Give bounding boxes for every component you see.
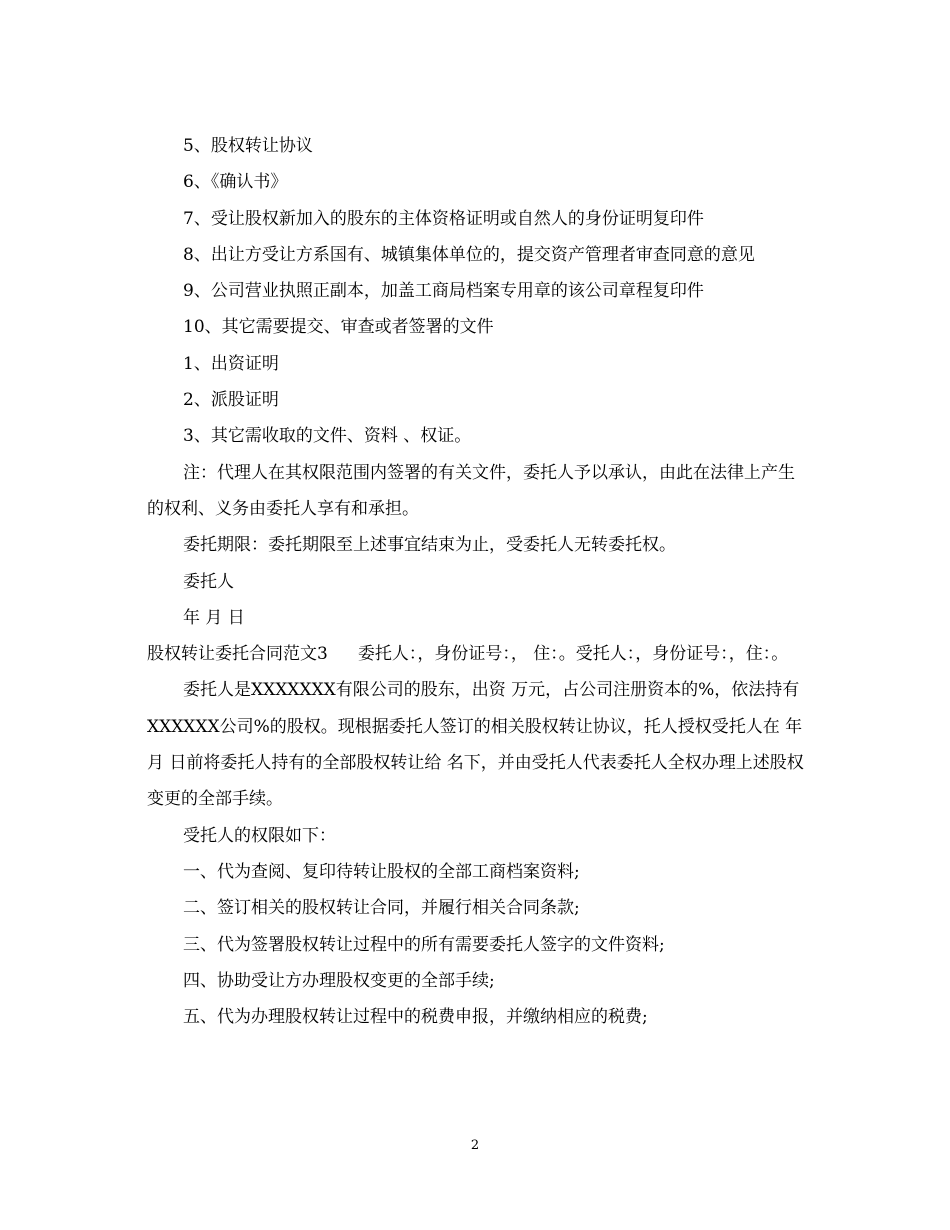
document-body xyxy=(147,128,807,1035)
section-title: 股权转让委托合同范文3 xyxy=(147,644,328,665)
paragraph: 委托人是XXXXXXX有限公司的股东，出资 万元，占公司注册资本的%，依法持有XXXXXX公司%的股权。现根据委托人签订的相关股权转让协议，托人授权受托人在 年 月 日前将委托人持有的全部股权转让给 名下，并由受托人代表委托人全权办理上述股权变更的全部手续。 xyxy=(147,680,804,810)
paragraph: 二、签订相关的股权转让合同，并履行相关合同条款; xyxy=(183,898,580,919)
paragraph: 1、出资证明 xyxy=(183,353,279,374)
paragraph: 委托期限：委托期限至上述事宜结束为止，受委托人无转委托权。 xyxy=(183,535,676,556)
paragraph: 一、代为查阅、复印待转让股权的全部工商档案资料; xyxy=(183,861,580,882)
paragraph: 委托人 xyxy=(183,571,234,592)
paragraph: 注：代理人在其权限范围内签署的有关文件，委托人予以承认，由此在法律上产生的权利、义务由委托人享有和承担。 xyxy=(147,462,795,519)
paragraph: 10、其它需要提交、审查或者签署的文件 xyxy=(183,317,494,338)
paragraph: 8、出让方受让方系国有、城镇集体单位的，提交资产管理者审查同意的意见 xyxy=(183,244,755,265)
section-heading-paragraph xyxy=(147,636,807,672)
paragraph: 7、受让股权新加入的股东的主体资格证明或自然人的身份证明复印件 xyxy=(183,208,704,229)
paragraph: 五、代为办理股权转让过程中的税费申报，并缴纳相应的税费; xyxy=(183,1007,648,1028)
paragraph: 年 月 日 xyxy=(183,607,245,628)
paragraph: 3、其它需收取的文件、资料 、权证。 xyxy=(183,426,472,447)
paragraph: 2、派股证明 xyxy=(183,390,279,411)
paragraph: 三、代为签署股权转让过程中的所有需要委托人签字的文件资料; xyxy=(183,934,665,955)
paragraph: 6、《确认书》 xyxy=(183,172,288,193)
paragraph: 5、股权转让协议 xyxy=(183,136,313,156)
page-number: 2 xyxy=(470,1138,480,1153)
paragraph: 受托人的权限如下： xyxy=(183,825,336,846)
paragraph: 9、公司营业执照正副本，加盖工商局档案专用章的该公司章程复印件 xyxy=(183,281,704,302)
paragraph: 四、协助受让方办理股权变更的全部手续; xyxy=(183,970,495,991)
section-first-line: 委托人：，身份证号：， 住：。受托人：，身份证号：，住：。 xyxy=(357,644,789,665)
